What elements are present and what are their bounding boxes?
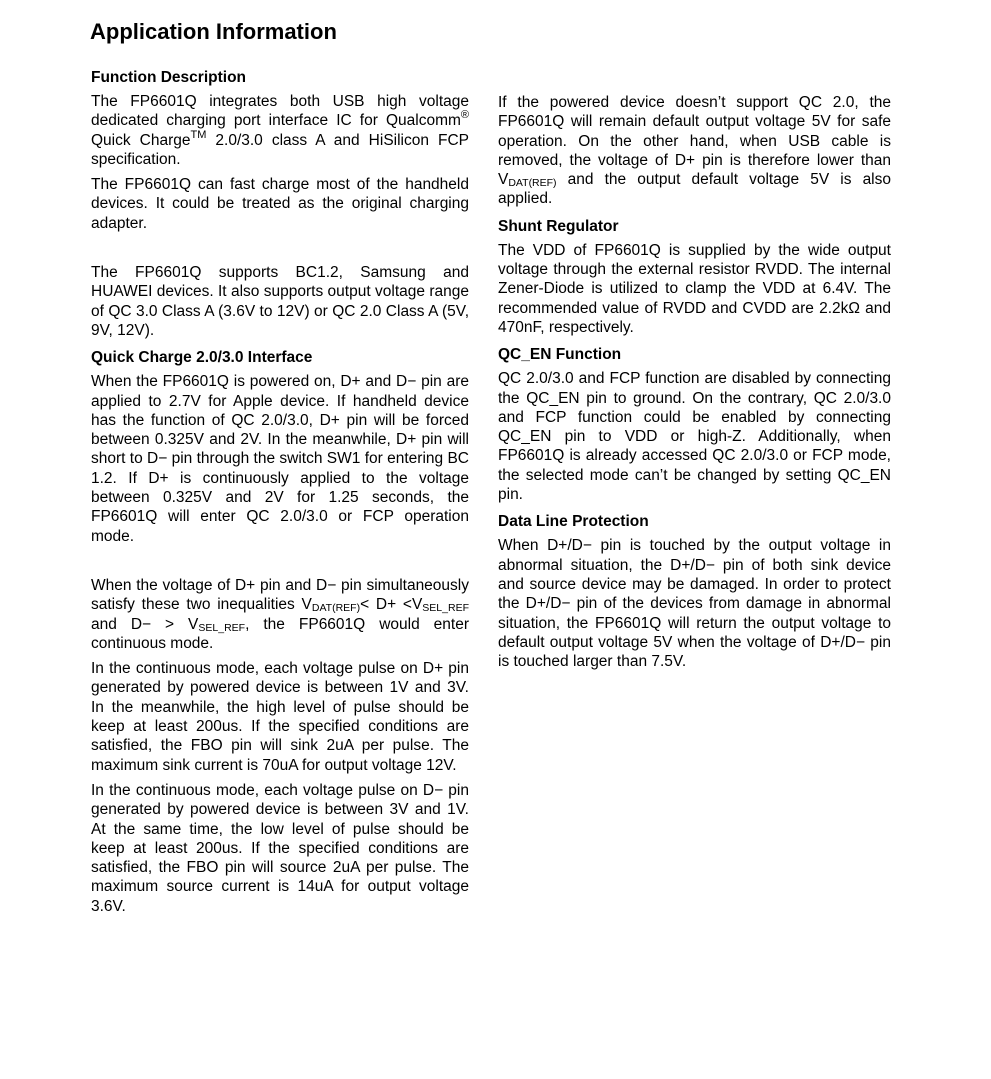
left-column	[91, 68, 469, 924]
section-heading: Shunt Regulator	[498, 217, 619, 235]
paragraph: If the powered device doesn’t support QC 2.0, the FP6601Q will remain default output voltage 5V for safe operation. On the other hand, when USB cable is removed, the voltage of D+ pin is therefore lower than $V_{DAT(REF)}$ and the output default voltage 5V is also applied.	[498, 94, 891, 208]
right-column	[498, 93, 891, 679]
registered-symbol: ®	[460, 109, 469, 122]
page-title: Application Information	[90, 19, 337, 44]
paragraph: When the FP6601Q is powered on, D+ and D− pin are applied to 2.7V for Apple device. If handheld device has the function of QC 2.0/3.0, D+ pin will be forced between 0.325V and 2V. In the meanwhile, D+ pin will short to D− pin through the switch SW1 for entering BC 1.2. If D+ is continuously applied to the voltage between 0.325V and 2V for 1.25 seconds, the FP6601Q will enter QC 2.0/3.0 or FCP operation mode.	[91, 373, 469, 545]
paragraph: In the continuous mode, each voltage pulse on D− pin generated by powered device is between 3V and 1V. At the same time, the low level of pulse should be keep at least 200us. If the specified conditions are satisfied, the FBO pin will source 2uA per pulse. The maximum source current is 14uA for output voltage 3.6V.	[91, 781, 469, 915]
paragraph: In the continuous mode, each voltage pulse on D+ pin generated by powered device is between 1V and 3V. In the meanwhile, the high level of pulse should be keep at least 200us. If the specified conditions are satisfied, the FBO pin will sink 2uA per pulse. The maximum sink current is 70uA for output voltage 12V.	[91, 660, 469, 774]
section-heading: Data Line Protection	[498, 513, 649, 531]
paragraph: QC 2.0/3.0 and FCP function are disabled by connecting the QC_EN pin to ground. On the contrary, QC 2.0/3.0 and FCP function could be enabled by connecting QC_EN pin to VDD or high-Z. Additionally, when FP6601Q is already accessed QC 2.0/3.0 or FCP mode, the selected mode can’t be changed by setting QC_EN pin.	[498, 370, 891, 504]
section-heading: Function Description	[91, 69, 246, 86]
section-qc-en-function	[498, 345, 891, 504]
section-heading: QC_EN Function	[498, 346, 622, 364]
paragraph: The FP6601Q supports BC1.2, Samsung and HUAWEI devices. It also supports output voltage range of QC 3.0 Class A (3.6V to 12V) or QC 2.0 Class A (5V, 9V, 12V).	[91, 264, 469, 339]
paragraph: When D+/D− pin is touched by the output voltage in abnormal situation, the D+/D− pin of both sink device and source device may be damaged. In order to protect the D+/D− pin of the devices from damage in abnormal situation, the FP6601Q will return the output voltage to default output voltage 5V when the voltage of D+/D− pin is touched larger than 7.5V.	[498, 537, 891, 671]
paragraph: When the voltage of D+ pin and D− pin simultaneously satisfy these two inequalities $V_{DAT(REF)}< D+ <V_{SEL\_REF}$ and $D- > V_{SEL\_REF}$, the FP6601Q would enter continuous mode.	[91, 576, 469, 652]
paragraph: The FP6601Q can fast charge most of the handheld devices. It could be treated as the original charging adapter.	[91, 176, 469, 232]
section-shunt-regulator	[498, 217, 891, 337]
section-heading: Quick Charge 2.0/3.0 Interface	[91, 349, 313, 367]
paragraph: The FP6601Q integrates both USB high voltage dedicated charging port interface IC for Qualcomm® Quick Charge™ 2.0/3.0 class A and HiSilicon FCP specification.	[91, 93, 469, 168]
paragraph: The VDD of FP6601Q is supplied by the wide output voltage through the external resistor RVDD. The internal Zener-Diode is utilized to clamp the VDD at 6.4V. The recommended value of RVDD and CVDD are 2.2kΩ and 470nF, respectively.	[498, 241, 891, 336]
section-quick-charge-interface	[91, 348, 469, 916]
trademark-symbol: TM	[190, 128, 207, 141]
section-function-description	[91, 68, 469, 340]
section-data-line-protection	[498, 512, 891, 671]
section-continued	[498, 93, 891, 209]
